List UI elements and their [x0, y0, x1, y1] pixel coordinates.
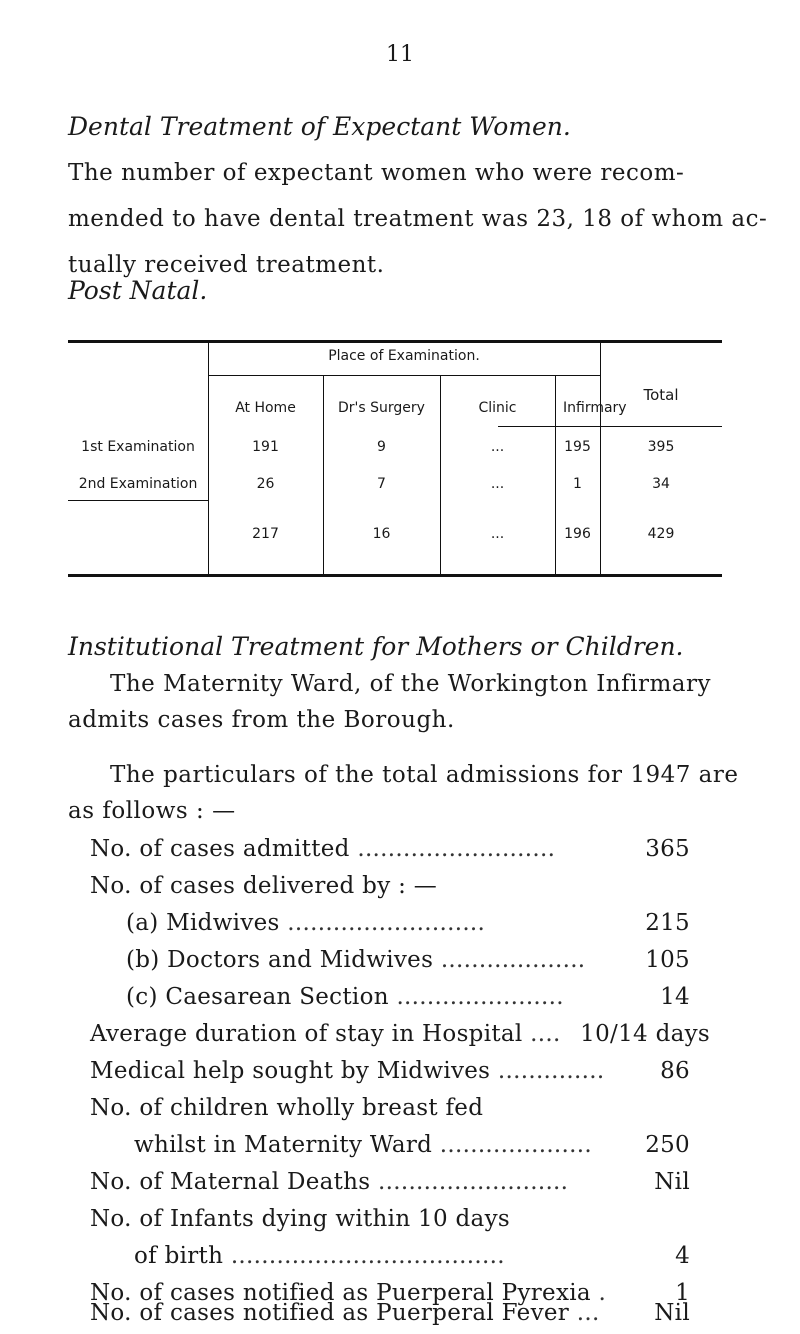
item-label: No. of cases admitted — [90, 836, 358, 862]
item-label: Average duration of stay in Hospital — [90, 1021, 531, 1047]
item-value: 1 — [675, 1280, 690, 1306]
item-label: of birth — [134, 1243, 231, 1269]
place-of-examination-header: Place of Examination. — [328, 348, 480, 364]
page-number: 11 — [386, 42, 414, 67]
list-item — [90, 1021, 710, 1055]
leader-dots: ... — [576, 1300, 600, 1326]
institutional-p2-line-2: as follows : — — [68, 798, 236, 824]
leader-dots: .......................... — [357, 836, 556, 862]
item-label: No. of cases notified as Puerperal Pyrexia — [90, 1280, 599, 1306]
institutional-paragraph-1 — [68, 666, 728, 738]
table-cell-total: 34 — [652, 476, 670, 492]
col-drs-surgery: Dr's Surgery — [338, 400, 425, 416]
table-cell: 9 — [377, 439, 386, 455]
list-item — [90, 947, 690, 981]
item-label: whilst in Maternity Ward — [134, 1132, 440, 1158]
leader-dots: .............. — [497, 1058, 605, 1084]
list-item — [90, 1095, 690, 1129]
table-cell: 217 — [252, 526, 279, 542]
item-value: 365 — [645, 836, 690, 862]
item-label: No. of Maternal Deaths — [90, 1169, 378, 1195]
table-cell-total: 429 — [647, 526, 675, 542]
item-value: 105 — [645, 947, 690, 973]
institutional-p2-line-1: The particulars of the total admissions for 1947 are — [110, 762, 739, 788]
table-cell-total: 395 — [647, 439, 675, 455]
item-value: 86 — [660, 1058, 690, 1084]
post-natal-table — [68, 340, 722, 577]
leader-dots: .... — [530, 1021, 561, 1047]
dental-line-2: mended to have dental treatment was 23, 18 of whom ac- — [68, 206, 768, 232]
institutional-p1-line-2: admits cases from the Borough. — [68, 707, 455, 733]
list-item — [90, 1058, 690, 1092]
list-item — [90, 1132, 690, 1166]
leader-dots: ................... — [440, 947, 586, 973]
table-cell: ... — [490, 526, 505, 542]
table-cell: 1 — [573, 476, 582, 492]
leader-dots: .................... — [439, 1132, 592, 1158]
table-cell: 195 — [564, 439, 591, 455]
col-infirmary: Infirmary — [563, 400, 627, 416]
item-label: No. of cases notified as Puerperal Fever — [90, 1300, 577, 1326]
item-value: 215 — [645, 910, 690, 936]
table-cell: 26 — [256, 476, 275, 492]
table-cell: 191 — [252, 439, 279, 455]
item-value: 4 — [675, 1243, 690, 1269]
dental-line-3: tually received treatment. — [68, 252, 385, 278]
item-value: 10/14 days — [580, 1021, 710, 1047]
list-item — [90, 1300, 690, 1330]
col-at-home: At Home — [235, 400, 296, 416]
institutional-p1-line-1: The Maternity Ward, of the Workington Infirmary — [110, 671, 711, 697]
list-item — [90, 1206, 690, 1240]
item-label: No. of Infants dying within 10 days — [90, 1206, 510, 1232]
list-item — [90, 836, 690, 870]
dental-paragraph — [68, 150, 768, 288]
list-item — [90, 1243, 690, 1277]
table-cell: 7 — [377, 476, 386, 492]
list-item — [90, 984, 690, 1018]
table-cell: ... — [490, 439, 505, 455]
dental-heading: Dental Treatment of Expectant Women. — [68, 112, 571, 141]
institutional-paragraph-2 — [68, 757, 739, 829]
item-label: (b) Doctors and Midwives — [126, 947, 441, 973]
item-value: Nil — [654, 1169, 690, 1195]
row-2nd-examination-label: 2nd Examination — [78, 476, 198, 492]
table-cell: 16 — [372, 526, 391, 542]
institutional-heading: Institutional Treatment for Mothers or Children. — [68, 632, 684, 661]
item-value: 14 — [660, 984, 690, 1010]
list-item — [90, 873, 690, 907]
leader-dots: ...................... — [396, 984, 564, 1010]
item-label: Medical help sought by Midwives — [90, 1058, 498, 1084]
leader-dots: ......................... — [378, 1169, 569, 1195]
total-header: Total — [643, 386, 679, 404]
leader-dots: . — [598, 1280, 607, 1306]
list-item — [90, 910, 690, 944]
table-cell: 196 — [564, 526, 591, 542]
leader-dots: .................................... — [230, 1243, 505, 1269]
row-1st-examination-label: 1st Examination — [81, 439, 195, 455]
col-clinic: Clinic — [478, 400, 517, 416]
post-natal-heading: Post Natal. — [68, 276, 208, 305]
item-label: No. of cases delivered by : — — [90, 873, 438, 899]
list-item — [90, 1169, 690, 1203]
table-cell: ... — [490, 476, 505, 492]
item-label: No. of children wholly breast fed — [90, 1095, 484, 1121]
item-value: Nil — [654, 1300, 690, 1326]
item-label: (c) Caesarean Section — [126, 984, 397, 1010]
dental-line-1: The number of expectant women who were recom- — [68, 160, 685, 186]
item-label: (a) Midwives — [126, 910, 288, 936]
leader-dots: .......................... — [287, 910, 486, 936]
item-value: 250 — [645, 1132, 690, 1158]
